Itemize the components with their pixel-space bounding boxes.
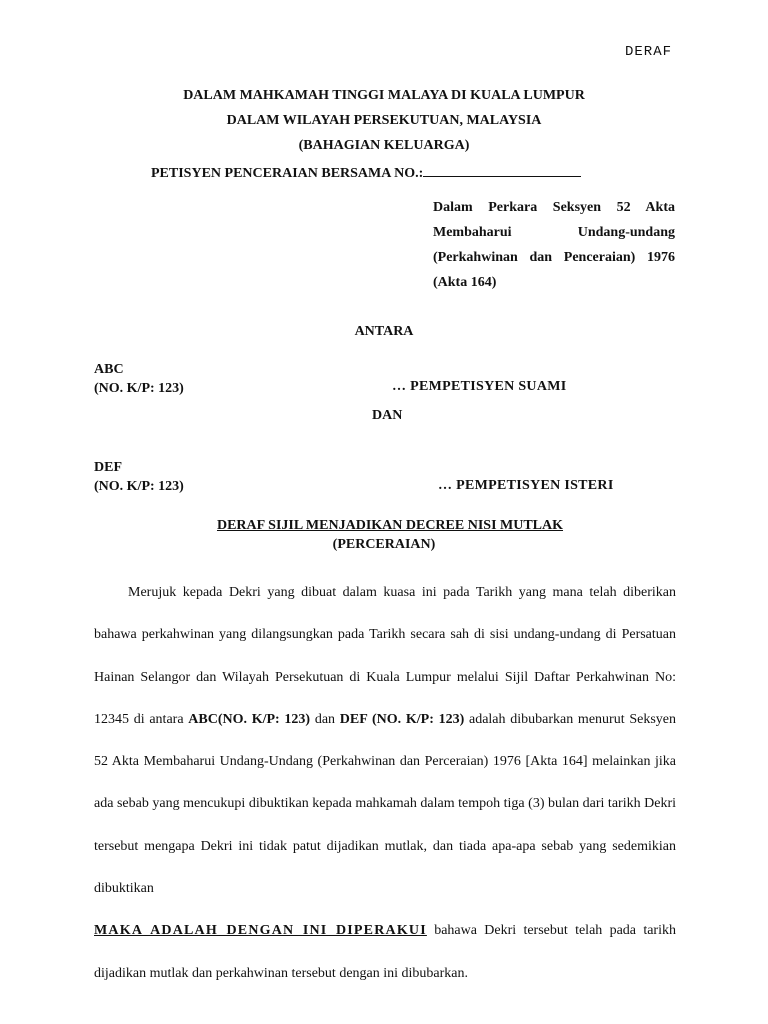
court-division: (BAHAGIAN KELUARGA) [298,138,470,153]
body-text-span: adalah dibubarkan menurut Seksyen 52 Akta Membaharui Undang-Undang (Perkahwinan dan Perceraian) 1976 [Akta 164] melainkan jika ada sebab yang mencukupi dibuktikan kepada mahkamah dalam tempoh tiga (3) bulan dari tarikh Dekri tersebut mengapa Dekri ini tidak patut dijadikan mutlak, dan tiada apa-apa sebab yang sedemikian dibuktikan [94,711,676,897]
petition-number-blank [423,164,581,177]
wife-role: … PEMPETISYEN ISTERI [438,478,614,493]
court-name: DALAM MAHKAMAH TINGGI MALAYA DI KUALA LUMPUR [183,88,585,103]
husband-party [94,360,184,398]
wife-id: (NO. K/P: 123) [94,479,184,494]
and-label: DAN [372,408,403,423]
husband-name: ABC [94,362,124,377]
body-paragraph [94,572,676,910]
document-body [94,572,676,995]
court-jurisdiction: DALAM WILAYAH PERSEKUTUAN, MALAYSIA [226,113,542,128]
party-reference: ABC(NO. K/P: 123) [188,711,311,727]
body-text-span: dan [310,711,340,727]
body-text-span: bahawa Dekri tersebut telah pada tarikh dijadikan mutlak dan perkahwinan tersebut dengan ini dibubarkan. [94,923,676,981]
husband-id: (NO. K/P: 123) [94,381,184,396]
matter-block [433,195,675,295]
body-text-span: Merujuk kepada Dekri yang dibuat dalam kuasa ini pada Tarikh yang mana telah diberikan bahawa perkahwinan yang dilangsungkan pada Tarikh secara sah di sisi undang-undang di Persatuan Hainan Selangor dan Wilayah Persekutuan di Kuala Lumpur melalui Sijil Daftar Perkahwinan No: 12345 di antara [94,585,676,727]
petition-label: PETISYEN PENCERAIAN BERSAMA NO.: [151,166,424,181]
between-label: ANTARA [354,324,414,339]
party-reference: DEF (NO. K/P: 123) [339,711,465,727]
wife-party [94,458,184,496]
document-title [0,516,768,554]
matter-line: (Akta 164) [433,275,497,290]
husband-role: … PEMPETISYEN SUAMI [392,379,567,394]
document-title-line: DERAF SIJIL MENJADIKAN DECREE NISI MUTLAK [216,518,564,533]
draft-mark: DERAF [624,44,672,60]
matter-line: Dalam Perkara Seksyen 52 Akta [433,200,675,215]
body-paragraph [94,910,676,995]
petition-number-line [151,164,621,182]
document-subtitle: (PERCERAIAN) [332,537,436,552]
wife-name: DEF [94,460,122,475]
matter-line: Membaharui Undang-undang [433,225,675,240]
matter-line: (Perkahwinan dan Penceraian) 1976 [433,250,675,265]
declaration-phrase: MAKA ADALAH DENGAN INI DIPERAKUI [94,923,427,939]
